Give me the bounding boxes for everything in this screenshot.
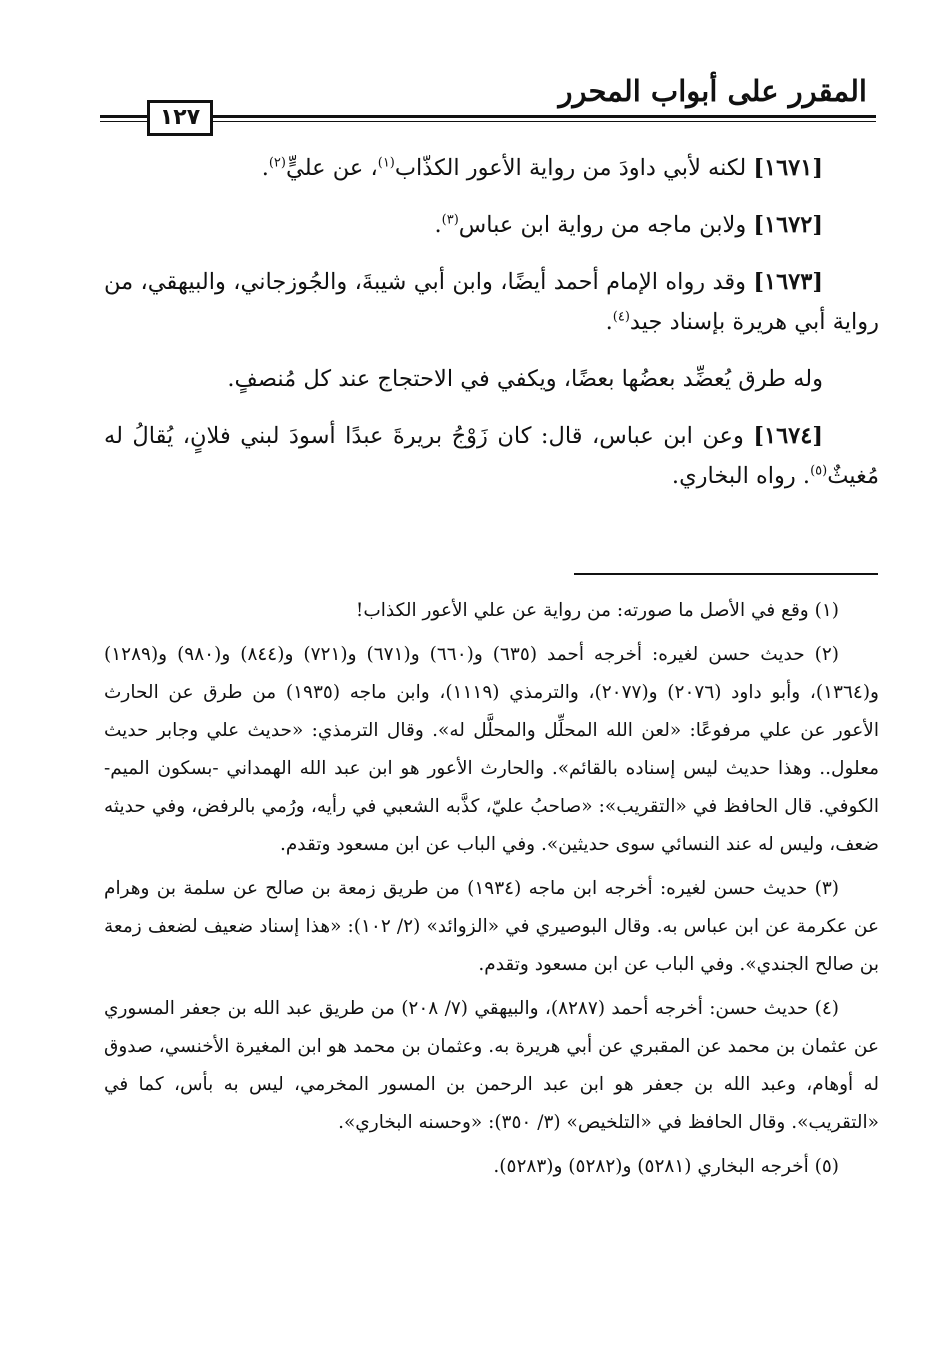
footnote-2: (٢) حديث حسن لغيره: أخرجه أحمد (٦٣٥) و(٦٦٠) و(٦٧١) و(٧٢١) و(٨٤٤) و(٩٨٠) و(١٢٨٩) و(١٣٦٤)، وأبو داود (٢٠٧٦) و(٢٠٧٧)، والترمذي (١١١٩)، وابن ماجه (١٩٣٥) من طرق عن الحارث الأعور عن علي مرفوعًا: «لعن الله المحلِّل والمحلَّل له». وقال الترمذي: «حديث علي وجابر حديث معلول.. وهذا حديث ليس إسناده بالقائم». والحارث الأعور هو ابن عبد الله الهمداني -بسكون الميم- الكوفي. قال الحافظ في «التقريب»: «صاحبُ عليّ، كذَّبه الشعبي في رأيه، ورُمي بالرفض، وفي حديثه ضعف، وليس له عند النسائي سوى حديثين». وفي الباب عن ابن مسعود وتقدم.: [104, 644, 879, 855]
footnote-ref: (٢): [268, 155, 286, 171]
footnote-ref: (٥): [810, 463, 828, 479]
paragraph-text: . رواه البخاري.: [671, 463, 811, 489]
footnote-1: (١) وقع في الأصل ما صورته: من رواية عن علي الأعور الكذاب!: [355, 600, 839, 621]
page-number: ١٢٧: [147, 100, 213, 136]
hadith-number: [١٦٧٢]: [753, 212, 823, 238]
header-rule-thick: [100, 115, 876, 118]
header-rule-thin: [100, 121, 876, 122]
paragraph-text: وقد رواه الإمام أحمد أيضًا، وابن أبي شيبةَ، والجُوزجاني، والبيهقي، من رواية أبي هريرة بإسناد جيد: [104, 269, 879, 335]
paragraph-1673: [104, 262, 879, 342]
paragraph-1671: [104, 148, 879, 188]
footnote-4: (٤) حديث حسن: أخرجه أحمد (٨٢٨٧)، والبيهقي (٧/ ٢٠٨) من طريق عبد الله بن جعفر المسوري عن عثمان بن محمد عن المقبري عن أبي هريرة به. وعثمان بن محمد هو ابن المغيرة الأخنسي، صدوق له أوهام، وعبد الله بن جعفر هو ابن عبد الرحمن بن المسور المخرمي، ليس به بأس، كما في «التقريب». وقال الحافظ في «التلخيص» (٣/ ٣٥٠): «وحسنه البخاري».: [104, 998, 880, 1133]
paragraph-text: .: [434, 212, 442, 238]
running-head-title: المقرر على أبواب المحرر: [558, 74, 867, 108]
footnote-3: (٣) حديث حسن لغيره: أخرجه ابن ماجه (١٩٣٤) من طريق زمعة بن صالح عن سلمة بن وهرام عن عكرمة عن ابن عباس به. وقال البوصيري في «الزوائد» (٢/ ١٠٢): «هذا إسناد ضعيف لضعف زمعة بن صالح الجندي». وفي الباب عن ابن مسعود وتقدم.: [104, 878, 879, 975]
paragraph-text: وعن ابن عباس، قال: كان زَوْجُ بريرةَ عبدًا أسودَ لبني فلانٍ، يُقالُ له مُغيثٌ: [104, 423, 879, 489]
paragraph-text: .: [605, 309, 613, 335]
footnote-separator: [574, 573, 878, 575]
paragraph-commentary: وله طرق يُعضِّد بعضُها بعضًا، ويكفي في الاحتجاج عند كل مُنصفٍ.: [227, 366, 823, 392]
hadith-number: [١٦٧٣]: [753, 269, 823, 295]
hadith-number: [١٦٧٤]: [753, 423, 823, 449]
footnote-ref: (٤): [612, 309, 630, 325]
hadith-number: [١٦٧١]: [753, 155, 823, 181]
footnote-ref: (٣): [441, 212, 459, 228]
paragraph-text: ، عن عليٍّ: [285, 155, 378, 181]
paragraph-text: لكنه لأبي داودَ من رواية الأعور الكذّاب: [394, 155, 754, 181]
footnote-ref: (١): [377, 155, 395, 171]
paragraph-text: .: [261, 155, 269, 181]
paragraph-1672: [104, 205, 879, 245]
main-text: [104, 148, 879, 513]
paragraph-1674: [104, 416, 879, 496]
footnotes: [104, 592, 879, 1192]
footnote-5: (٥) أخرجه البخاري (٥٢٨١) و(٥٢٨٢) و(٥٢٨٣).: [493, 1156, 839, 1177]
paragraph-text: ولابن ماجه من رواية ابن عباس: [458, 212, 754, 238]
